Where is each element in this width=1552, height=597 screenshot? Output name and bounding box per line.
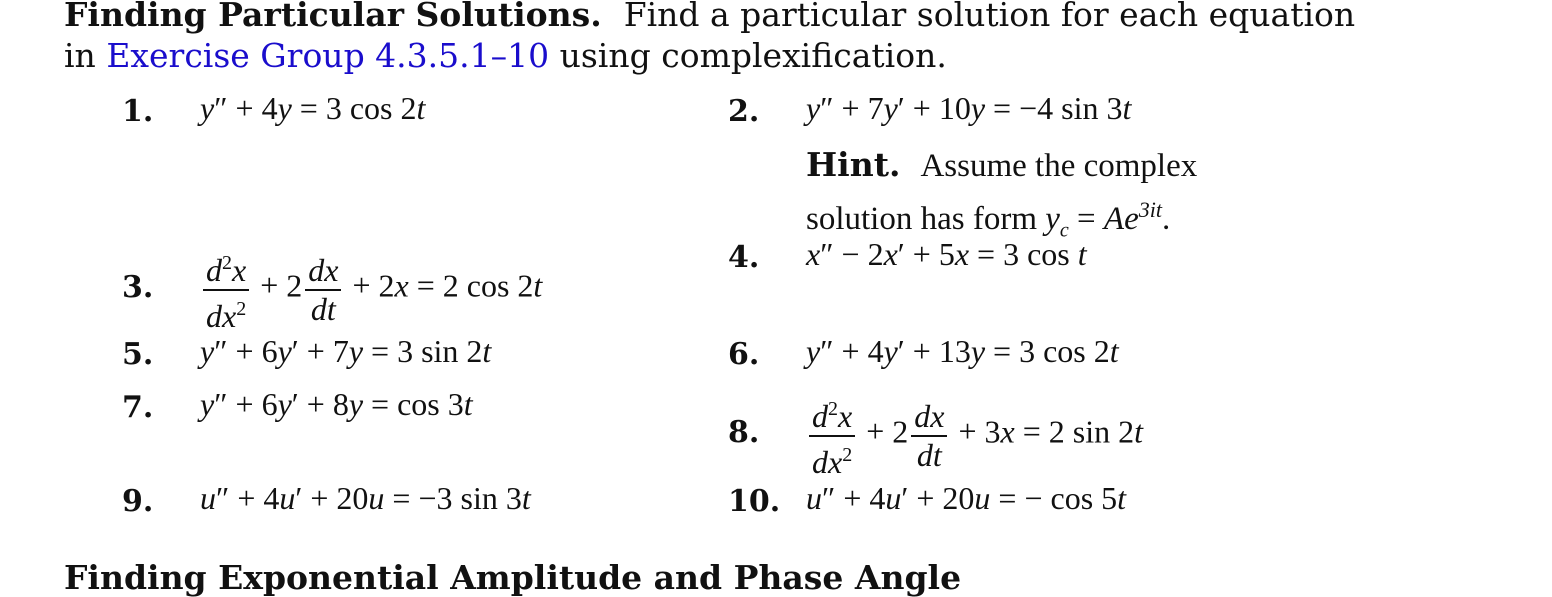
exercise-equation-3: $\frac{d^2x}{dx^2}$ + 2 $\frac{dx}{dt}$ + 2x = 2 cos 2t	[200, 244, 542, 334]
exercise-equation-8: $\frac{d^2x}{dx^2}$ + 2 $\frac{dx}{dt}$ + 3x = 2 sin 2t	[806, 390, 1143, 480]
exercise-group-link[interactable]: Exercise Group 4.3.5.1–10	[106, 36, 550, 75]
exercise-equation-1: y″ + 4y = 3 cos 2t	[200, 90, 426, 126]
exercise-number-9: 9.	[122, 484, 154, 519]
exercise-number-1: 1.	[122, 94, 154, 129]
exercise-number-2: 2.	[728, 94, 760, 129]
section-title: Finding Particular Solutions.	[64, 0, 602, 34]
intro-text: Find a particular solution for each equation in	[64, 0, 1356, 75]
exercise-number-8: 8.	[728, 415, 760, 450]
exercise-2-hint: Hint. Assume the complex solution has form $y_c = Ae^{3it}$.	[806, 145, 1198, 242]
exercise-number-10: 10.	[728, 484, 781, 519]
exercise-number-3: 3.	[122, 270, 154, 305]
exercise-intro	[64, 0, 1364, 76]
intro-text-end: using complexification.	[549, 36, 947, 75]
hint-line-1: Assume the complex	[920, 148, 1198, 184]
exercise-number-4: 4.	[728, 240, 760, 275]
exercise-equation-6: y″ + 4y′ + 13y = 3 cos 2t	[806, 333, 1119, 369]
next-section-heading: Finding Exponential Amplitude and Phase Angle	[64, 558, 962, 597]
exercise-number-5: 5.	[122, 337, 154, 372]
exercise-number-6: 6.	[728, 337, 760, 372]
exercise-equation-7: y″ + 6y′ + 8y = cos 3t	[200, 386, 473, 422]
exercise-number-7: 7.	[122, 390, 154, 425]
exercise-equation-9: u″ + 4u′ + 20u = −3 sin 3t	[200, 480, 531, 516]
exercise-equation-2: y″ + 7y′ + 10y = −4 sin 3t	[806, 90, 1132, 126]
exercise-equation-4: x″ − 2x′ + 5x = 3 cos t	[806, 236, 1087, 272]
exercise-equation-5: y″ + 6y′ + 7y = 3 sin 2t	[200, 333, 492, 369]
exercise-equation-10: u″ + 4u′ + 20u = − cos 5t	[806, 480, 1127, 516]
hint-label: Hint.	[806, 145, 901, 184]
